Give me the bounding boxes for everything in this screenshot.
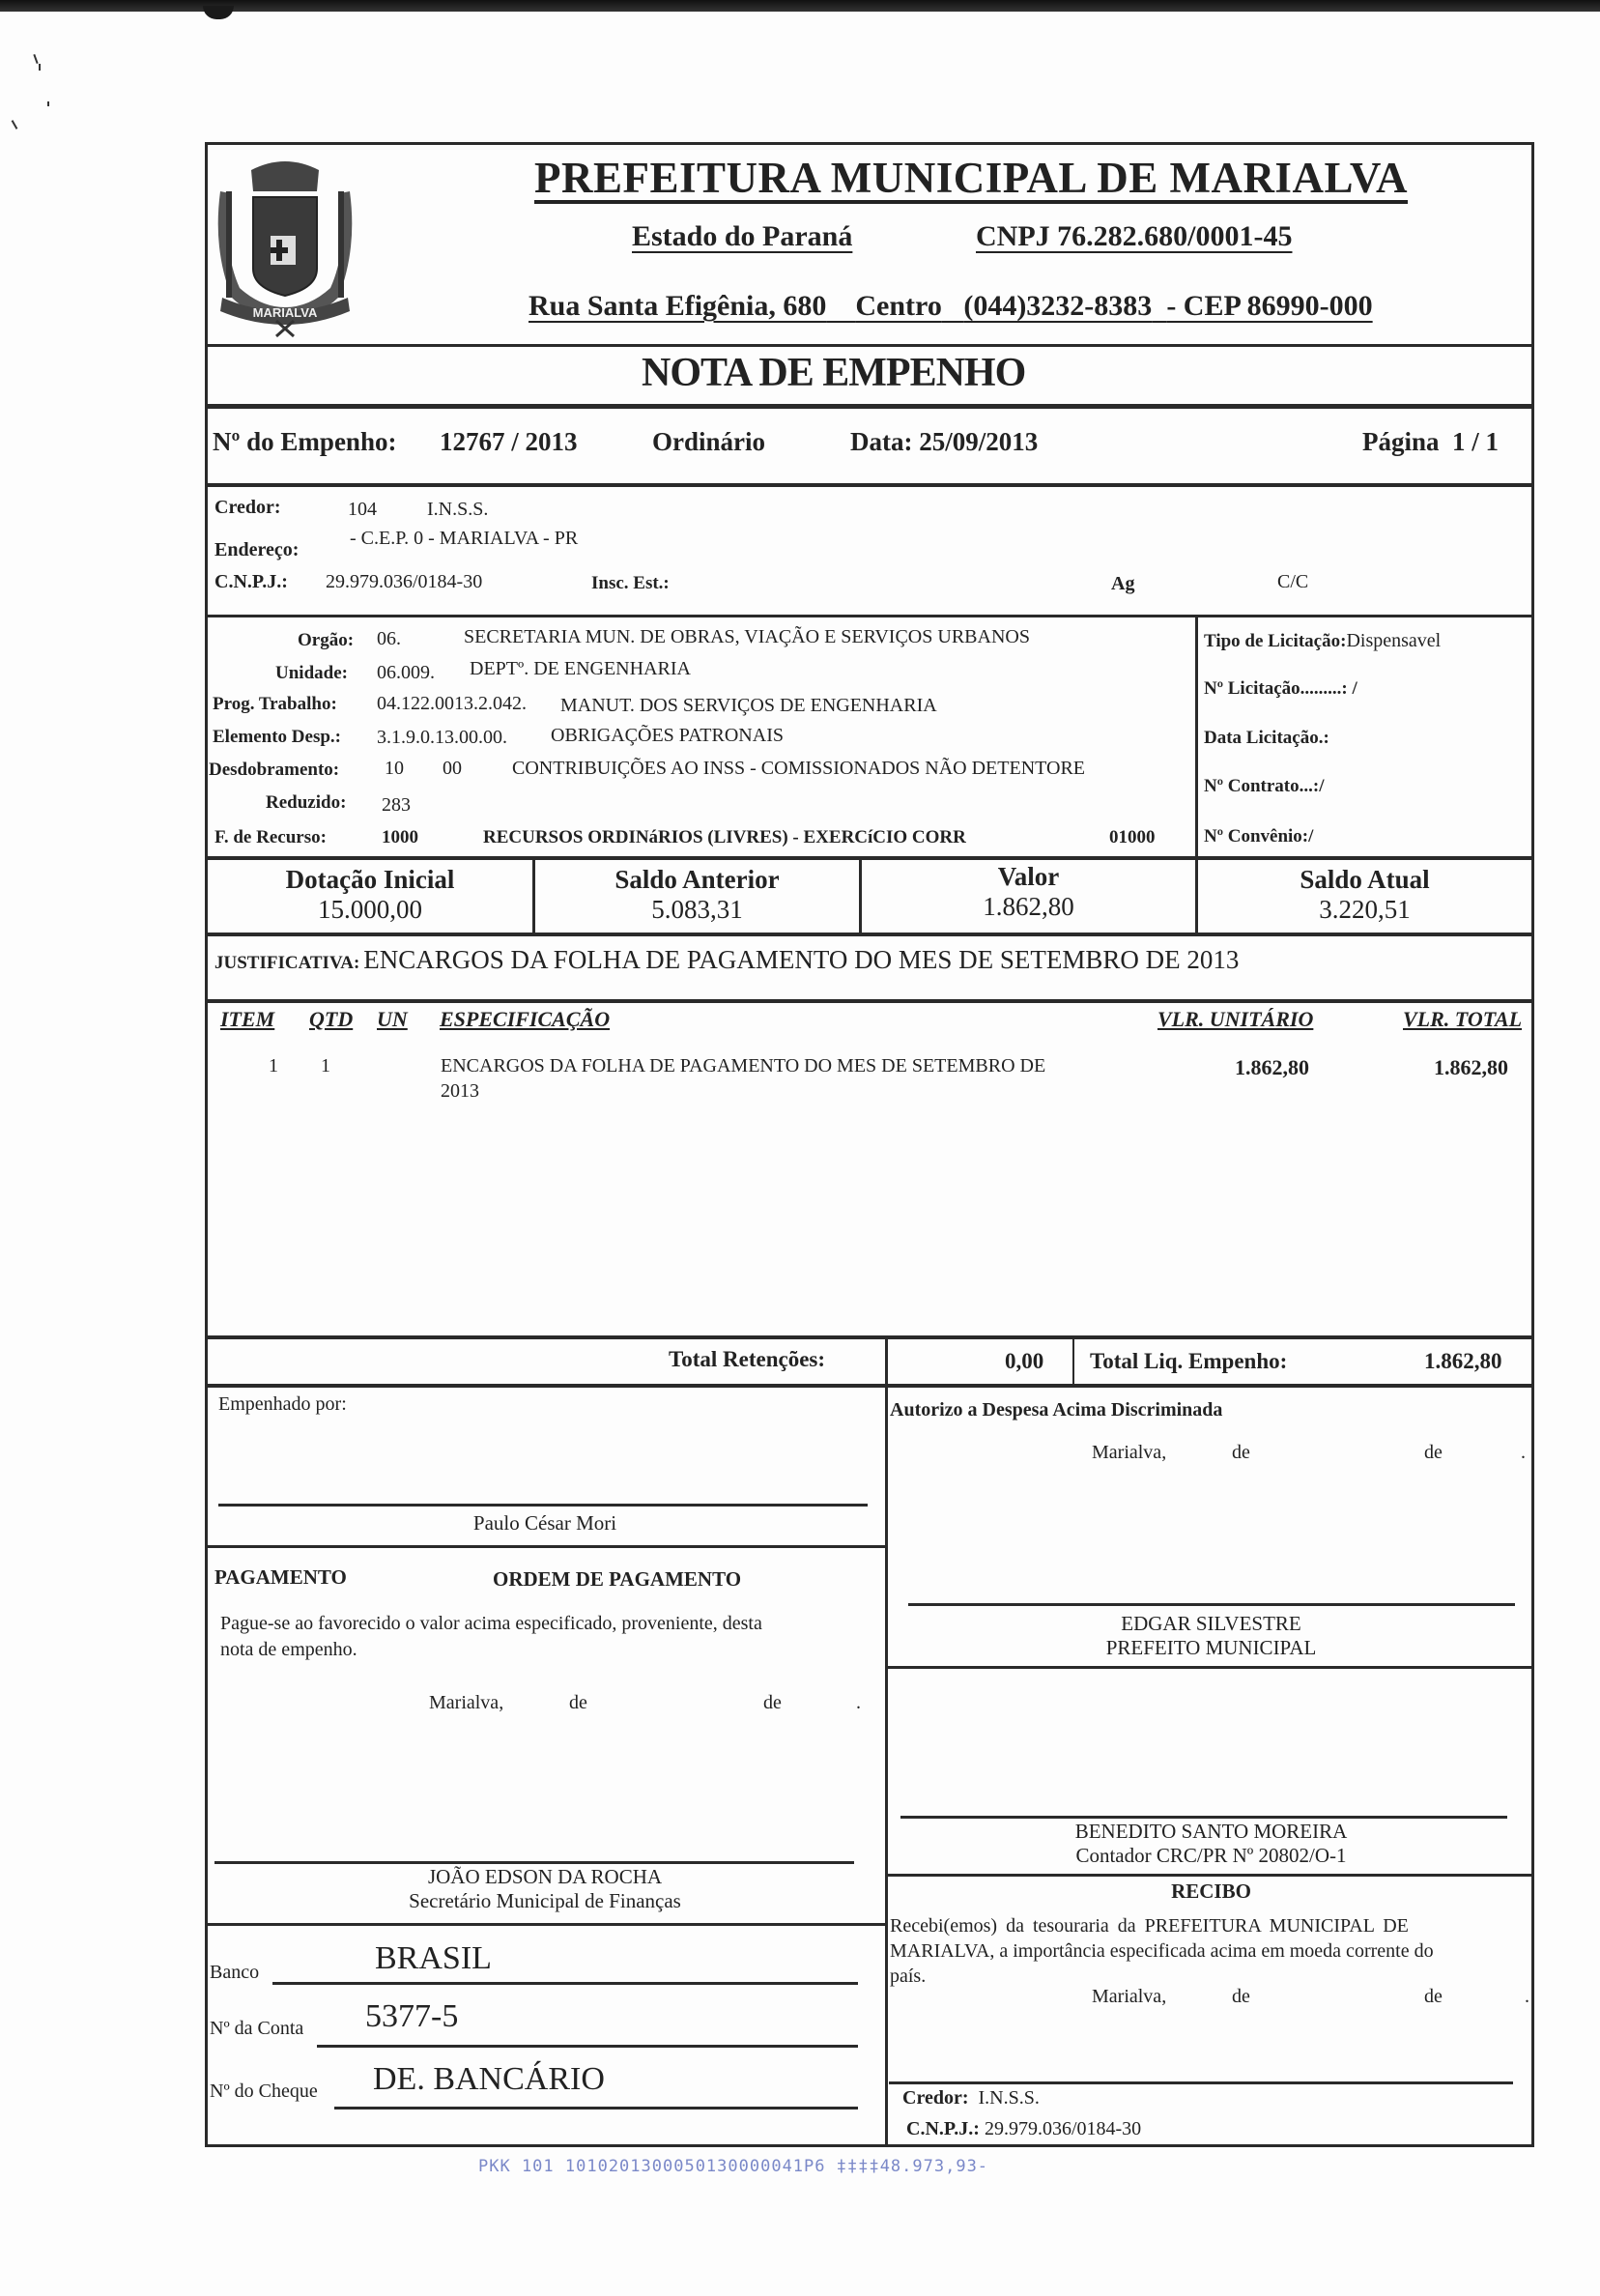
financas-signature-line <box>214 1861 854 1864</box>
banco-label: Banco <box>210 1962 260 1983</box>
recibo-cnpj <box>906 2118 1141 2140</box>
account-label: C/C <box>1277 571 1309 592</box>
valor-label: Valor <box>997 862 1060 891</box>
row-item: 1 <box>269 1055 278 1076</box>
unidade-code: 06.009. <box>377 662 435 683</box>
institution-address <box>529 290 1373 323</box>
reduzido-value: 283 <box>382 794 411 816</box>
institution-cnpj: CNPJ 76.282.680/0001-45 <box>976 220 1293 252</box>
recurso-code: 1000 <box>382 827 418 847</box>
col-un: UN <box>377 1007 408 1031</box>
prog-trabalho-code: 04.122.0013.2.042. <box>377 693 527 714</box>
recibo-credor <box>902 2087 1040 2109</box>
data-licitacao-label: Data Licitação.: <box>1204 728 1329 748</box>
cheque-value: DE. BANCÁRIO <box>373 2061 605 2097</box>
prog-trabalho-label: Prog. Trabalho: <box>213 694 337 714</box>
elemento-code: 3.1.9.0.13.00.00. <box>377 727 507 748</box>
autorizo-de2: de <box>1424 1442 1443 1463</box>
recurso-code2: 01000 <box>1109 827 1156 847</box>
numero-licitacao-label: Nº Licitação.........: / <box>1204 678 1357 699</box>
recibo-credor-value: I.N.S.S. <box>978 2087 1040 2109</box>
recibo-line3: país. <box>890 1966 927 1987</box>
contador-signer <box>888 1820 1534 1868</box>
credor-name: I.N.S.S. <box>427 499 489 520</box>
svg-text:MARIALVA: MARIALVA <box>252 305 318 320</box>
convenio-label: Nº Convênio:/ <box>1204 826 1314 847</box>
total-liquido-value: 1.862,80 <box>1424 1349 1502 1373</box>
coat-of-arms-icon <box>213 153 357 338</box>
row-total-value: 1.862,80 <box>1434 1055 1508 1079</box>
recibo-de2: de <box>1424 1986 1443 2007</box>
col-vlr-total: VLR. TOTAL <box>1403 1007 1523 1031</box>
date-label: Data: <box>850 427 913 456</box>
pagamento-text-line2: nota de empenho. <box>220 1639 357 1660</box>
row-qtd: 1 <box>321 1055 330 1076</box>
saldo-atual-value: 3.220,51 <box>1319 895 1411 924</box>
autorizo-label: Autorizo a Despesa Acima Discriminada <box>890 1399 1223 1421</box>
address-label: Endereço: <box>214 539 300 560</box>
autorizo-place: Marialva, <box>1092 1442 1167 1463</box>
institution-title: PREFEITURA MUNICIPAL DE MARIALVA <box>534 154 1409 202</box>
pagamento-de2: de <box>763 1692 782 1713</box>
credor-address: - C.E.P. 0 - MARIALVA - PR <box>350 528 579 549</box>
page-value: 1 / 1 <box>1452 427 1500 456</box>
banco-value: BRASIL <box>375 1940 492 1976</box>
prefeito-signature-line <box>908 1603 1515 1606</box>
prog-trabalho-name: MANUT. DOS SERVIÇOS DE ENGENHARIA <box>560 695 937 716</box>
financas-name: JOÃO EDSON DA ROCHA <box>427 1865 663 1888</box>
empenhado-label: Empenhado por: <box>218 1393 347 1415</box>
col-vlr-unitario: VLR. UNITÁRIO <box>1157 1007 1314 1031</box>
justificativa-text: ENCARGOS DA FOLHA DE PAGAMENTO DO MES DE SETEMBRO DE 2013 <box>363 945 1240 974</box>
credor-label: Credor: <box>214 497 281 518</box>
total-retencoes-label: Total Retenções: <box>669 1347 826 1371</box>
row-spec-line1: ENCARGOS DA FOLHA DE PAGAMENTO DO MES DE SETEMBRO DE <box>441 1055 1046 1076</box>
empenho-number: 12767 / 2013 <box>440 427 578 456</box>
contador-signature-line <box>900 1816 1507 1819</box>
tipo-licitacao-value: Dispensavel <box>1346 630 1442 651</box>
contador-name: BENEDITO SANTO MOREIRA <box>1074 1820 1348 1843</box>
desdobramento-label: Desdobramento: <box>209 760 340 780</box>
recurso-label: F. de Recurso: <box>214 827 327 847</box>
scan-speck <box>12 120 18 129</box>
saldo-atual-cell <box>1198 865 1531 925</box>
recibo-line1: Recebi(emos) da tesouraria da PREFEITURA MUNICIPAL DE <box>890 1915 1409 1937</box>
empenhado-signer: Paulo César Mori <box>472 1511 617 1535</box>
justificativa <box>214 945 1239 975</box>
insc-est-label: Insc. Est.: <box>591 573 670 593</box>
page-label: Página <box>1362 427 1440 456</box>
recurso-name: RECURSOS ORDINáRIOS (LIVRES) - EXERCíCIO CORR <box>483 827 966 847</box>
tipo-licitacao <box>1204 630 1441 652</box>
prefeito-name: EDGAR SILVESTRE <box>1121 1612 1301 1635</box>
address-cep: - CEP 86990-000 <box>1166 290 1373 322</box>
date-value: 25/09/2013 <box>919 427 1039 456</box>
cheque-label: Nº do Cheque <box>210 2081 318 2102</box>
col-especificacao: ESPECIFICAÇÃO <box>440 1007 611 1031</box>
saldo-atual-label: Saldo Atual <box>1300 865 1430 894</box>
valor-value: 1.862,80 <box>983 892 1074 921</box>
reduzido-label: Reduzido: <box>266 792 347 813</box>
recibo-signature-line <box>889 2081 1513 2084</box>
document-title: NOTA DE EMPENHO <box>642 351 1026 395</box>
dotacao-inicial-label: Dotação Inicial <box>285 865 455 894</box>
recibo-dot: . <box>1525 1986 1529 2007</box>
orgao-name: SECRETARIA MUN. DE OBRAS, VIAÇÃO E SERVIÇOS URBANOS <box>464 626 1030 647</box>
valor-cell <box>862 862 1195 922</box>
ordem-pagamento-label: ORDEM DE PAGAMENTO <box>493 1567 742 1591</box>
financas-role: Secretário Municipal de Finanças <box>409 1889 681 1912</box>
recibo-cnpj-value: 29.979.036/0184-30 <box>984 2118 1142 2139</box>
state-name: Estado do Paraná <box>632 220 853 252</box>
dotacao-inicial-cell <box>208 865 532 925</box>
pagamento-dot: . <box>856 1692 861 1713</box>
unidade-label: Unidade: <box>275 663 348 683</box>
scanner-edge-notch <box>203 6 234 19</box>
desdobramento-code1: 10 <box>385 758 404 779</box>
pagamento-label: PAGAMENTO <box>214 1565 347 1589</box>
saldo-anterior-cell <box>535 865 859 925</box>
elemento-name: OBRIGAÇÕES PATRONAIS <box>551 725 784 746</box>
prefeito-signer <box>888 1612 1534 1660</box>
scan-speck <box>33 54 38 64</box>
address-phone: (044)3232-8383 <box>963 290 1153 322</box>
empenhado-signature-line <box>218 1504 868 1507</box>
credor-code: 104 <box>348 499 377 520</box>
row-unit-value: 1.862,80 <box>1235 1055 1309 1079</box>
empenho-type: Ordinário <box>652 427 766 456</box>
saldo-anterior-value: 5.083,31 <box>651 895 743 924</box>
address-street: Rua Santa Efigênia, 680 <box>529 290 827 322</box>
saldo-anterior-label: Saldo Anterior <box>614 865 780 894</box>
orgao-label: Orgão: <box>298 630 355 650</box>
conta-value: 5377-5 <box>365 1998 459 2034</box>
col-item: ITEM <box>220 1007 275 1031</box>
recibo-credor-label: Credor: <box>902 2087 969 2109</box>
scan-speck <box>47 101 49 106</box>
autorizo-dot: . <box>1521 1442 1526 1463</box>
desdobramento-code2: 00 <box>443 758 462 779</box>
scan-speck <box>39 64 41 71</box>
empenho-number-label: Nº do Empenho: <box>213 427 397 456</box>
orgao-code: 06. <box>377 628 401 649</box>
desdobramento-name: CONTRIBUIÇÕES AO INSS - COMISSIONADOS NÃO DETENTORE <box>512 758 1085 779</box>
row-spec-line2: 2013 <box>441 1080 479 1102</box>
recibo-line2: MARIALVA, a importância especificada acima em moeda corrente do <box>890 1940 1434 1962</box>
autorizo-de1: de <box>1232 1442 1250 1463</box>
contador-role: Contador CRC/PR Nº 20802/O-1 <box>1075 1844 1347 1867</box>
pagamento-text-line1: Pague-se ao favorecido o valor acima especificado, proveniente, desta <box>220 1613 762 1634</box>
dotacao-inicial-value: 15.000,00 <box>318 895 422 924</box>
total-retencoes-value: 0,00 <box>1005 1349 1044 1373</box>
credor-cnpj: 29.979.036/0184-30 <box>326 571 483 592</box>
recibo-place: Marialva, <box>1092 1986 1167 2007</box>
conta-label: Nº da Conta <box>210 2018 304 2039</box>
pagamento-de1: de <box>569 1692 587 1713</box>
financas-signer <box>205 1865 885 1913</box>
scanner-edge <box>0 0 1600 12</box>
justificativa-label: JUSTIFICATIVA: <box>214 953 360 973</box>
unidade-name: DEPTº. DE ENGENHARIA <box>470 658 691 679</box>
col-qtd: QTD <box>309 1007 354 1031</box>
credor-cnpj-label: C.N.P.J.: <box>214 571 288 592</box>
total-liquido-label: Total Liq. Empenho: <box>1090 1349 1288 1373</box>
page-indicator <box>1362 427 1499 457</box>
authentication-code: PKK 101 1010201300050130000041P6 ‡‡‡‡48.973,93- <box>478 2157 989 2176</box>
recibo-title: RECIBO <box>1171 1880 1251 1903</box>
contrato-label: Nº Contrato...:/ <box>1204 776 1325 796</box>
agency-label: Ag <box>1111 573 1135 594</box>
address-district: Centro <box>855 290 942 322</box>
elemento-label: Elemento Desp.: <box>213 727 341 747</box>
recibo-de1: de <box>1232 1986 1250 2007</box>
empenho-date <box>850 427 1038 457</box>
pagamento-place: Marialva, <box>429 1692 504 1713</box>
recibo-cnpj-label: C.N.P.J.: <box>906 2118 980 2139</box>
prefeito-role: PREFEITO MUNICIPAL <box>1105 1636 1317 1659</box>
tipo-licitacao-label: Tipo de Licitação: <box>1204 631 1347 651</box>
